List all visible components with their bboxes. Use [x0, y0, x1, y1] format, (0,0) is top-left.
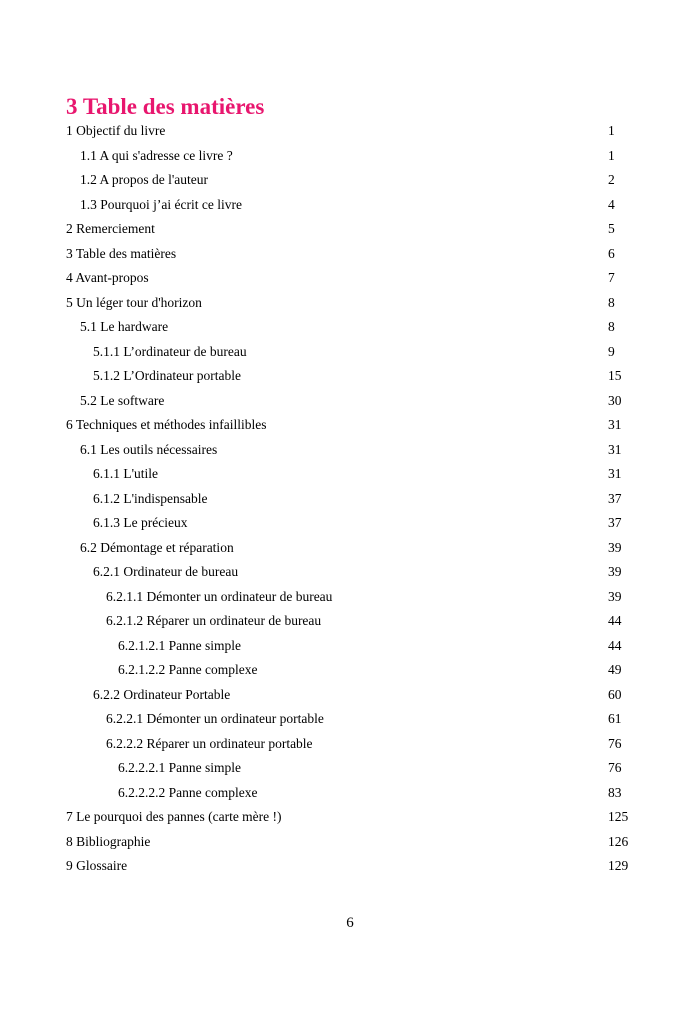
toc-entry-label: 3 Table des matières [66, 245, 177, 261]
toc-entry-label: 1.2 A propos de l'auteur [80, 172, 209, 187]
toc-entry-label: 6.2 Démontage et réparation [80, 539, 234, 555]
toc-entry-page: 37 [608, 515, 622, 530]
toc-entry-page: 31 [608, 441, 622, 457]
toc-entry[interactable] [0, 315, 700, 340]
toc-entry-label: 6 Techniques et méthodes infaillibles [66, 417, 267, 432]
toc-entry[interactable] [0, 707, 700, 732]
toc-entry-page: 126 [608, 833, 629, 849]
toc-entry[interactable] [0, 438, 700, 463]
toc-entry[interactable] [0, 536, 700, 561]
toc-entry-page: 7 [608, 270, 615, 285]
toc-entry[interactable] [0, 413, 700, 438]
toc-entry-label: 6.2.1.2.2 Panne complexe [118, 662, 258, 677]
toc-entry-page: 6 [608, 245, 615, 261]
toc-entry-label: 6.2.2 Ordinateur Portable [93, 686, 231, 702]
toc-entry-label: 5 Un léger tour d'horizon [66, 294, 202, 310]
toc-entry-label: 6.2.1.1 Démonter un ordinateur de bureau [106, 588, 333, 604]
toc-entry-page: 44 [608, 637, 622, 653]
toc-entry-label: 6.1 Les outils nécessaires [80, 441, 218, 457]
toc-entry-label: 8 Bibliographie [66, 833, 151, 849]
toc-entry[interactable] [0, 560, 700, 585]
toc-entry-label: 6.2.2.2.1 Panne simple [118, 760, 241, 775]
toc-entry[interactable] [0, 585, 700, 610]
toc-entry-label: 2 Remerciement [66, 221, 155, 236]
toc-entry-label: 1 Objectif du livre [66, 123, 166, 138]
toc-entry-page: 9 [608, 343, 615, 359]
toc-entry-label: 5.1.1 L’ordinateur de bureau [93, 343, 247, 359]
toc-entry-label: 6.2.2.2 Réparer un ordinateur portable [106, 735, 313, 751]
toc-entry-label: 6.2.1 Ordinateur de bureau [93, 564, 239, 579]
toc-entry[interactable] [0, 609, 700, 634]
toc-entry[interactable] [0, 683, 700, 708]
toc-entry-page: 39 [608, 588, 622, 604]
toc-entry-page: 76 [608, 760, 622, 775]
toc-entry-label: 7 Le pourquoi des pannes (carte mère !) [66, 809, 282, 824]
page-title: 3 Table des matières [66, 94, 265, 119]
toc-entry-page: 1 [608, 123, 615, 138]
toc-entry[interactable] [0, 781, 700, 806]
toc-entry[interactable] [0, 462, 700, 487]
toc-entry[interactable] [0, 389, 700, 414]
toc-entry-label: 9 Glossaire [66, 858, 128, 873]
toc-entry-label: 6.2.2.2.2 Panne complexe [118, 784, 258, 800]
toc-entry[interactable] [0, 756, 700, 781]
toc-entry[interactable] [0, 217, 700, 242]
toc-entry[interactable] [0, 805, 700, 830]
toc-entry-page: 49 [608, 662, 622, 677]
toc-entry[interactable] [0, 634, 700, 659]
toc-entry-page: 83 [608, 784, 622, 800]
toc-entry-label: 5.1 Le hardware [80, 319, 169, 334]
toc-entry-page: 30 [608, 392, 622, 408]
toc-entry-page: 44 [608, 613, 622, 628]
toc-entry[interactable] [0, 119, 700, 144]
toc-entry[interactable] [0, 511, 700, 536]
toc-entry[interactable] [0, 732, 700, 757]
toc-entry-page: 129 [608, 858, 629, 873]
toc-entry[interactable] [0, 340, 700, 365]
toc-entry-page: 31 [608, 466, 622, 481]
table-of-contents [0, 119, 700, 879]
toc-entry-page: 8 [608, 294, 615, 310]
toc-entry[interactable] [0, 658, 700, 683]
toc-entry-label: 6.2.1.2.1 Panne simple [118, 637, 241, 653]
toc-entry-page: 60 [608, 686, 622, 702]
toc-entry-label: 6.1.2 L'indispensable [93, 490, 208, 506]
toc-entry[interactable] [0, 168, 700, 193]
toc-entry-page: 39 [608, 564, 622, 579]
toc-entry-label: 4 Avant-propos [66, 270, 149, 285]
toc-entry-page: 15 [608, 368, 622, 383]
toc-entry-label: 6.2.2.1 Démonter un ordinateur portable [106, 711, 324, 726]
toc-entry-page: 76 [608, 735, 622, 751]
toc-entry-page: 8 [608, 319, 615, 334]
toc-entry-label: 6.2.1.2 Réparer un ordinateur de bureau [106, 613, 322, 628]
toc-entry-page: 5 [608, 221, 615, 236]
toc-entry-page: 4 [608, 196, 615, 212]
toc-entry[interactable] [0, 830, 700, 855]
toc-entry-label: 1.1 A qui s'adresse ce livre ? [80, 147, 233, 163]
toc-entry[interactable] [0, 291, 700, 316]
toc-entry[interactable] [0, 854, 700, 879]
toc-entry-label: 5.1.2 L’Ordinateur portable [93, 368, 241, 383]
toc-entry-label: 6.1.3 Le précieux [93, 515, 188, 530]
toc-entry-label: 5.2 Le software [80, 392, 165, 408]
page-number: 6 [346, 915, 354, 931]
toc-entry-page: 61 [608, 711, 622, 726]
toc-entry-page: 37 [608, 490, 622, 506]
toc-entry-page: 39 [608, 539, 622, 555]
toc-entry[interactable] [0, 144, 700, 169]
toc-entry[interactable] [0, 193, 700, 218]
toc-entry-label: 1.3 Pourquoi j’ai écrit ce livre [80, 196, 242, 212]
toc-entry[interactable] [0, 266, 700, 291]
toc-entry-page: 31 [608, 417, 622, 432]
toc-entry[interactable] [0, 487, 700, 512]
toc-entry[interactable] [0, 242, 700, 267]
toc-entry-page: 125 [608, 809, 629, 824]
toc-entry-page: 1 [608, 147, 615, 163]
toc-entry[interactable] [0, 364, 700, 389]
toc-entry-page: 2 [608, 172, 615, 187]
toc-entry-label: 6.1.1 L'utile [93, 466, 159, 481]
